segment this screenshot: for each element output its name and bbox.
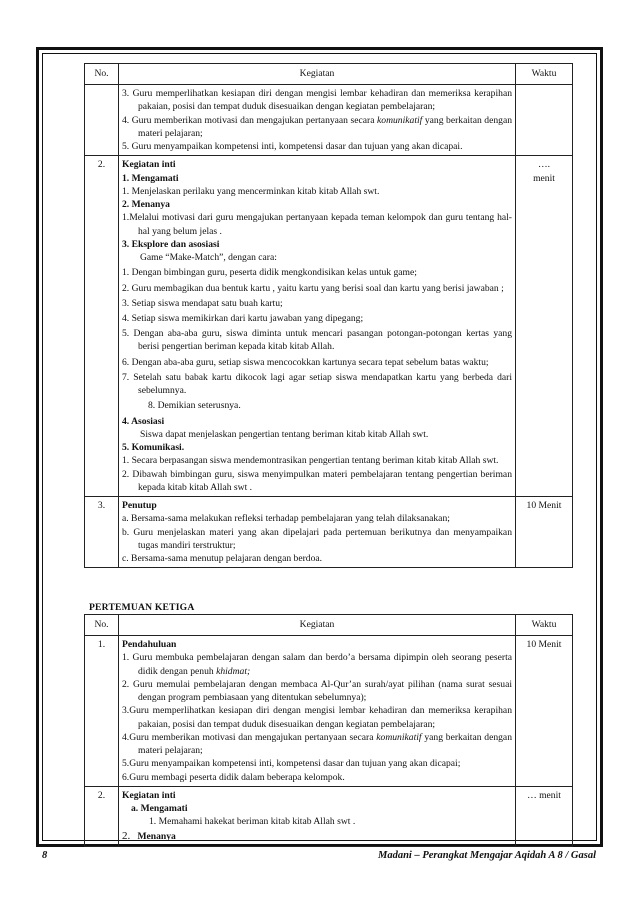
time-cell: 10 Menit <box>516 497 573 568</box>
opening-continuation-cell <box>119 85 516 156</box>
header-no: No. <box>85 615 119 636</box>
list-item: 6. Dengan aba-aba guru, setiap siswa mencocokkan kartunya secara tepat sebelum batas waktu; <box>122 356 489 368</box>
list-item: c. Bersama-sama menutup pelajaran dengan berdoa. <box>122 552 323 564</box>
table-row <box>85 786 573 846</box>
sub-heading: 3. Eksplore dan asosiasi <box>122 238 220 250</box>
list-item: 1. Dengan bimbingan guru, peserta didik mengkondisikan kelas untuk game; <box>122 267 417 279</box>
section-heading: Penutup <box>122 500 157 512</box>
sub-heading: 1. Mengamati <box>122 172 179 184</box>
sub-heading: 2. Menanya <box>122 829 176 842</box>
list-item: 6.Guru membagi peserta didik dalam beberapa kelompok. <box>122 771 345 783</box>
list-item: 2. Guru membagikan dua bentuk kartu , yaitu kartu yang berisi soal dan kartu yang berisi jawaban ; <box>122 282 504 294</box>
activity-table-continued <box>84 63 573 568</box>
time-cell: 10 Menit <box>516 636 573 787</box>
section-heading: Kegiatan inti <box>122 789 176 801</box>
sub-heading: 4. Asosiasi <box>122 415 165 427</box>
closing-cell <box>119 497 516 568</box>
opening-cell <box>119 636 516 787</box>
sub-heading: 5. Komunikasi. <box>122 442 185 454</box>
activity-table-meeting-3 <box>84 614 573 847</box>
table-row <box>85 156 573 497</box>
list-item: 7. Setelah satu babak kartu dikocok lagi agar setiap siswa mendapatkan kartu yang berbeda dari sebelumnya. <box>122 371 512 397</box>
row-number: 1. <box>85 636 119 787</box>
header-waktu: Waktu <box>516 64 573 85</box>
running-footer: Madani – Perangkat Mengajar Aqidah A 8 / Gasal <box>377 850 596 861</box>
row-number: 2. <box>85 156 119 497</box>
section-heading: Pendahuluan <box>122 639 177 651</box>
table-header-row <box>85 615 573 636</box>
sub-heading: 2. Menanya <box>122 199 170 211</box>
list-item: 2. Dibawah bimbingan guru, siswa menyimpulkan materi pembelajaran tentang pengertian beriman kepada kitab kitab Allah swt . <box>122 468 512 493</box>
list-item: 1. Memahami hakekat beriman kitab kitab Allah swt . <box>149 816 356 828</box>
list-item: 1.Melalui motivasi dari guru mengajukan pertanyaan kepada teman kelompok dan guru tentang hal- hal yang belum jelas . <box>122 212 512 237</box>
list-item: a. Bersama-sama melakukan refleksi terhadap pembelajaran yang telah dilaksanakan; <box>122 513 450 525</box>
list-item: 3. Setiap siswa mendapat satu buah kartu; <box>122 297 283 309</box>
list-item: 5. Guru menyampaikan kompetensi inti, kompetensi dasar dan tujuan yang akan dicapai. <box>122 141 463 153</box>
list-item: 5. Dengan aba-aba guru, siswa diminta untuk mencari pasangan potongan-potongan kertas yang berisi pengertian beriman kepada kitab kitab Allah. <box>122 328 512 353</box>
table-header-row <box>85 64 573 85</box>
list-item: Siswa dapat menjelaskan pengertian tentang beriman kitab kitab Allah swt. <box>140 428 429 440</box>
game-intro: Game “Make-Match”, dengan cara: <box>140 252 277 264</box>
header-waktu: Waktu <box>516 615 573 636</box>
list-item: 2. Guru memulai pembelajaran dengan membaca Al-Qur’an surah/ayat pilihan (nama surat sesuai dengan program pembiasaan yang ditentukan sebelumnya); <box>122 678 512 704</box>
row-number: 2. <box>85 786 119 846</box>
sub-heading: a. Mengamati <box>131 803 188 815</box>
list-item: 4. Setiap siswa memikirkan dari kartu jawaban yang dipegang; <box>122 312 364 324</box>
header-no: No. <box>85 64 119 85</box>
section-title: PERTEMUAN KETIGA <box>89 602 195 613</box>
list-item: 5.Guru menyampaikan kompetensi inti, kompetensi dasar dan tujuan yang akan dicapai; <box>122 758 461 770</box>
list-item: b. Guru menjelaskan materi yang akan dipelajari pada pertemuan berikutnya dan menyampaikan tugas mandiri terstruktur; <box>122 526 512 551</box>
list-item: 4. Guru memberikan motivasi dan mengajukan pertanyaan secara komunikatif yang berkaitan dengan materi pelajaran; <box>122 114 512 139</box>
row-number: 3. <box>85 497 119 568</box>
table-row <box>85 85 573 156</box>
time-cell: … menit <box>516 786 573 846</box>
list-item: 8. Demikian seterusnya. <box>148 400 241 412</box>
page-number: 8 <box>42 850 48 861</box>
core-activity-cell <box>119 156 516 497</box>
time-cell: …. menit <box>516 156 573 497</box>
list-item: 1. Guru membuka pembelajaran dengan salam dan berdo’a bersama dipimpin oleh seorang peserta didik dengan penuh khidmat; <box>122 652 512 677</box>
table-row <box>85 497 573 568</box>
list-item: 3. Guru memperlihatkan kesiapan diri dengan mengisi lembar kehadiran dan memeriksa kerapihan pakaian, posisi dan tempat duduk disesuaikan dengan kegiatan pembelajaran; <box>122 88 512 113</box>
table-row <box>85 636 573 787</box>
header-kegiatan: Kegiatan <box>119 615 516 636</box>
list-item: 3.Guru memperlihatkan kesiapan diri dengan mengisi lembar kehadiran dan memeriksa kerapihan pakaian, posisi dan tempat duduk disesuaikan dengan kegiatan pembelajaran; <box>122 705 512 730</box>
list-item: 1. Secara berpasangan siswa mendemontrasikan pengertian tentang beriman kitab kitab Allah swt. <box>122 455 499 467</box>
core-activity-cell <box>119 786 516 846</box>
section-heading: Kegiatan inti <box>122 159 176 171</box>
list-item: 4.Guru memberikan motivasi dan mengajukan pertanyaan secara komunikatif yang berkaitan dengan materi pelajaran; <box>122 731 512 757</box>
header-kegiatan: Kegiatan <box>119 64 516 85</box>
list-item: 1. Menjelaskan perilaku yang mencerminkan kitab kitab Allah swt. <box>122 185 380 197</box>
